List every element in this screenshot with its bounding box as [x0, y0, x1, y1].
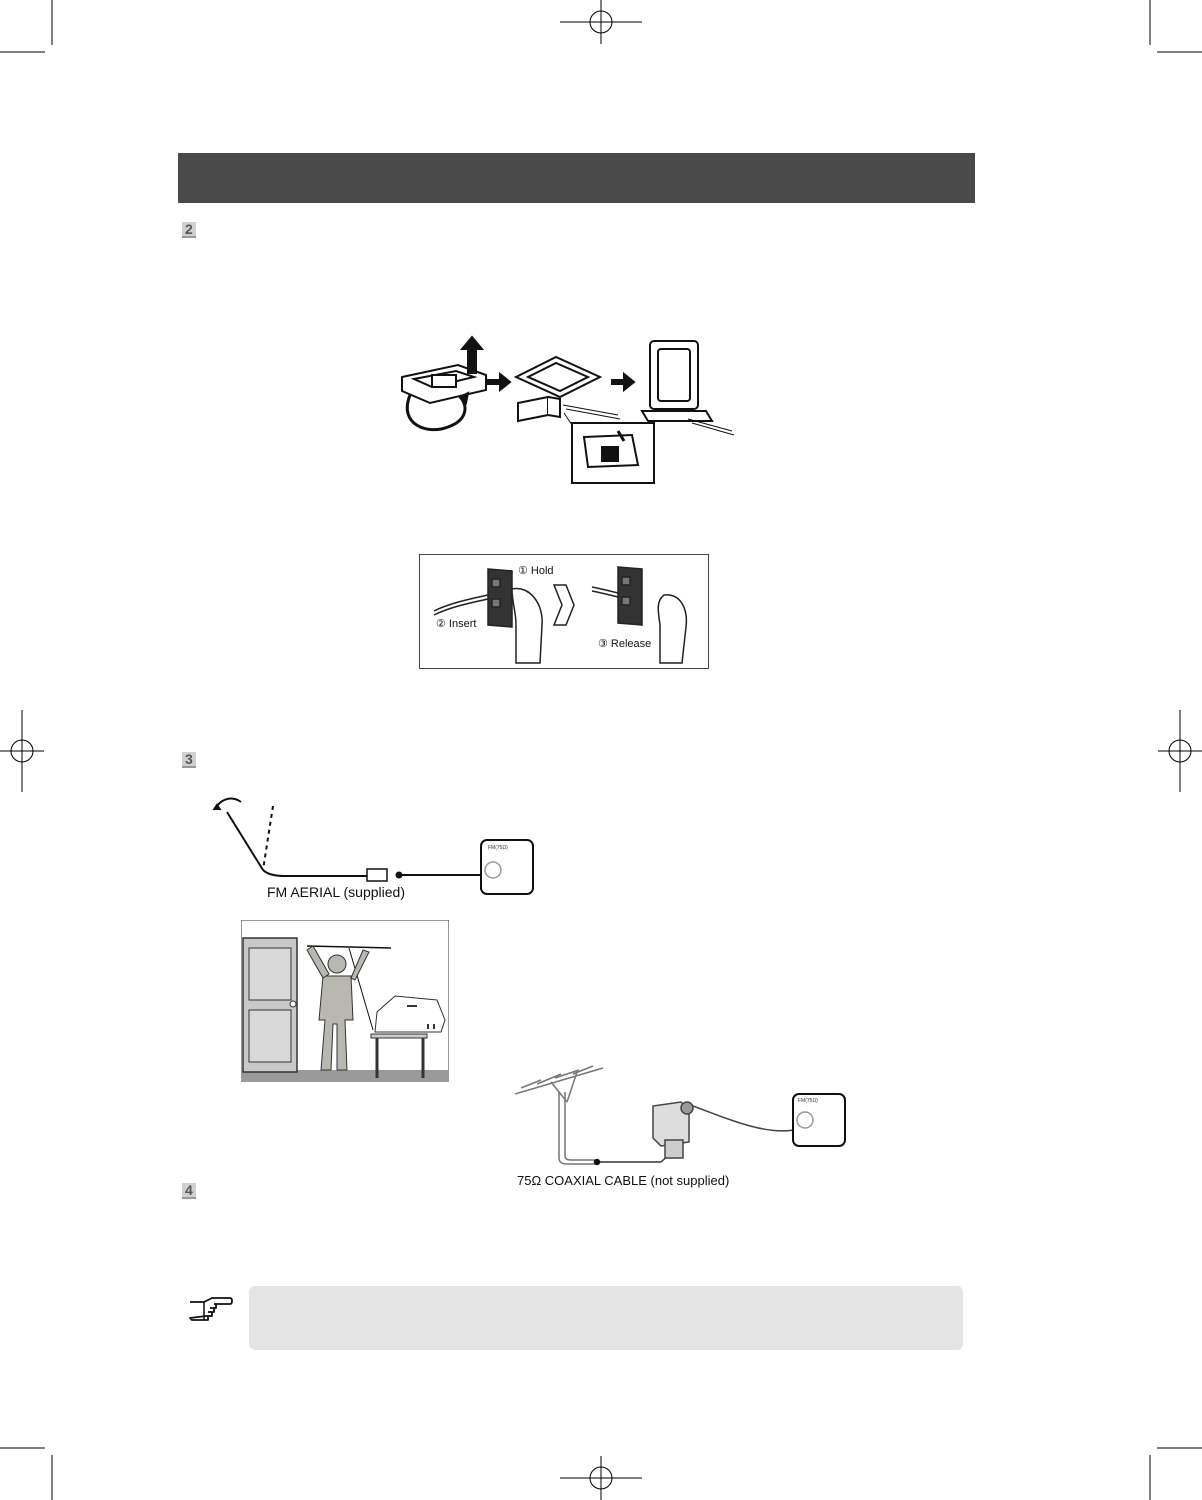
- release-label: ③ Release: [598, 638, 652, 650]
- coaxial-aerial-drawing: [511, 1058, 847, 1192]
- coax-jack-label: FM(75Ω): [798, 1098, 818, 1104]
- fm-aerial-caption: FM AERIAL (supplied): [267, 884, 405, 900]
- note-box: [249, 1286, 963, 1350]
- step-number-4: 4: [182, 1183, 196, 1199]
- hold-label: ① Hold: [518, 565, 554, 577]
- coaxial-cable-caption: 75Ω COAXIAL CABLE (not supplied): [517, 1173, 730, 1188]
- insert-label: ② Insert: [436, 618, 477, 630]
- wire-clip-illustration: [419, 554, 709, 669]
- step-number-2: 2: [182, 222, 196, 238]
- section-header-bar: [178, 153, 975, 203]
- wire-clip-drawing: [420, 555, 708, 668]
- fm-aerial-illustration: [205, 792, 537, 910]
- step-number-3: 3: [182, 752, 196, 768]
- pointing-hand-icon: [186, 1296, 234, 1322]
- fm-jack-label: FM(75Ω): [488, 845, 508, 851]
- coaxial-aerial-illustration: [511, 1058, 847, 1192]
- person-adjusting-aerial-illustration: [241, 920, 449, 1082]
- am-loop-antenna-assembly-illustration: [388, 335, 738, 490]
